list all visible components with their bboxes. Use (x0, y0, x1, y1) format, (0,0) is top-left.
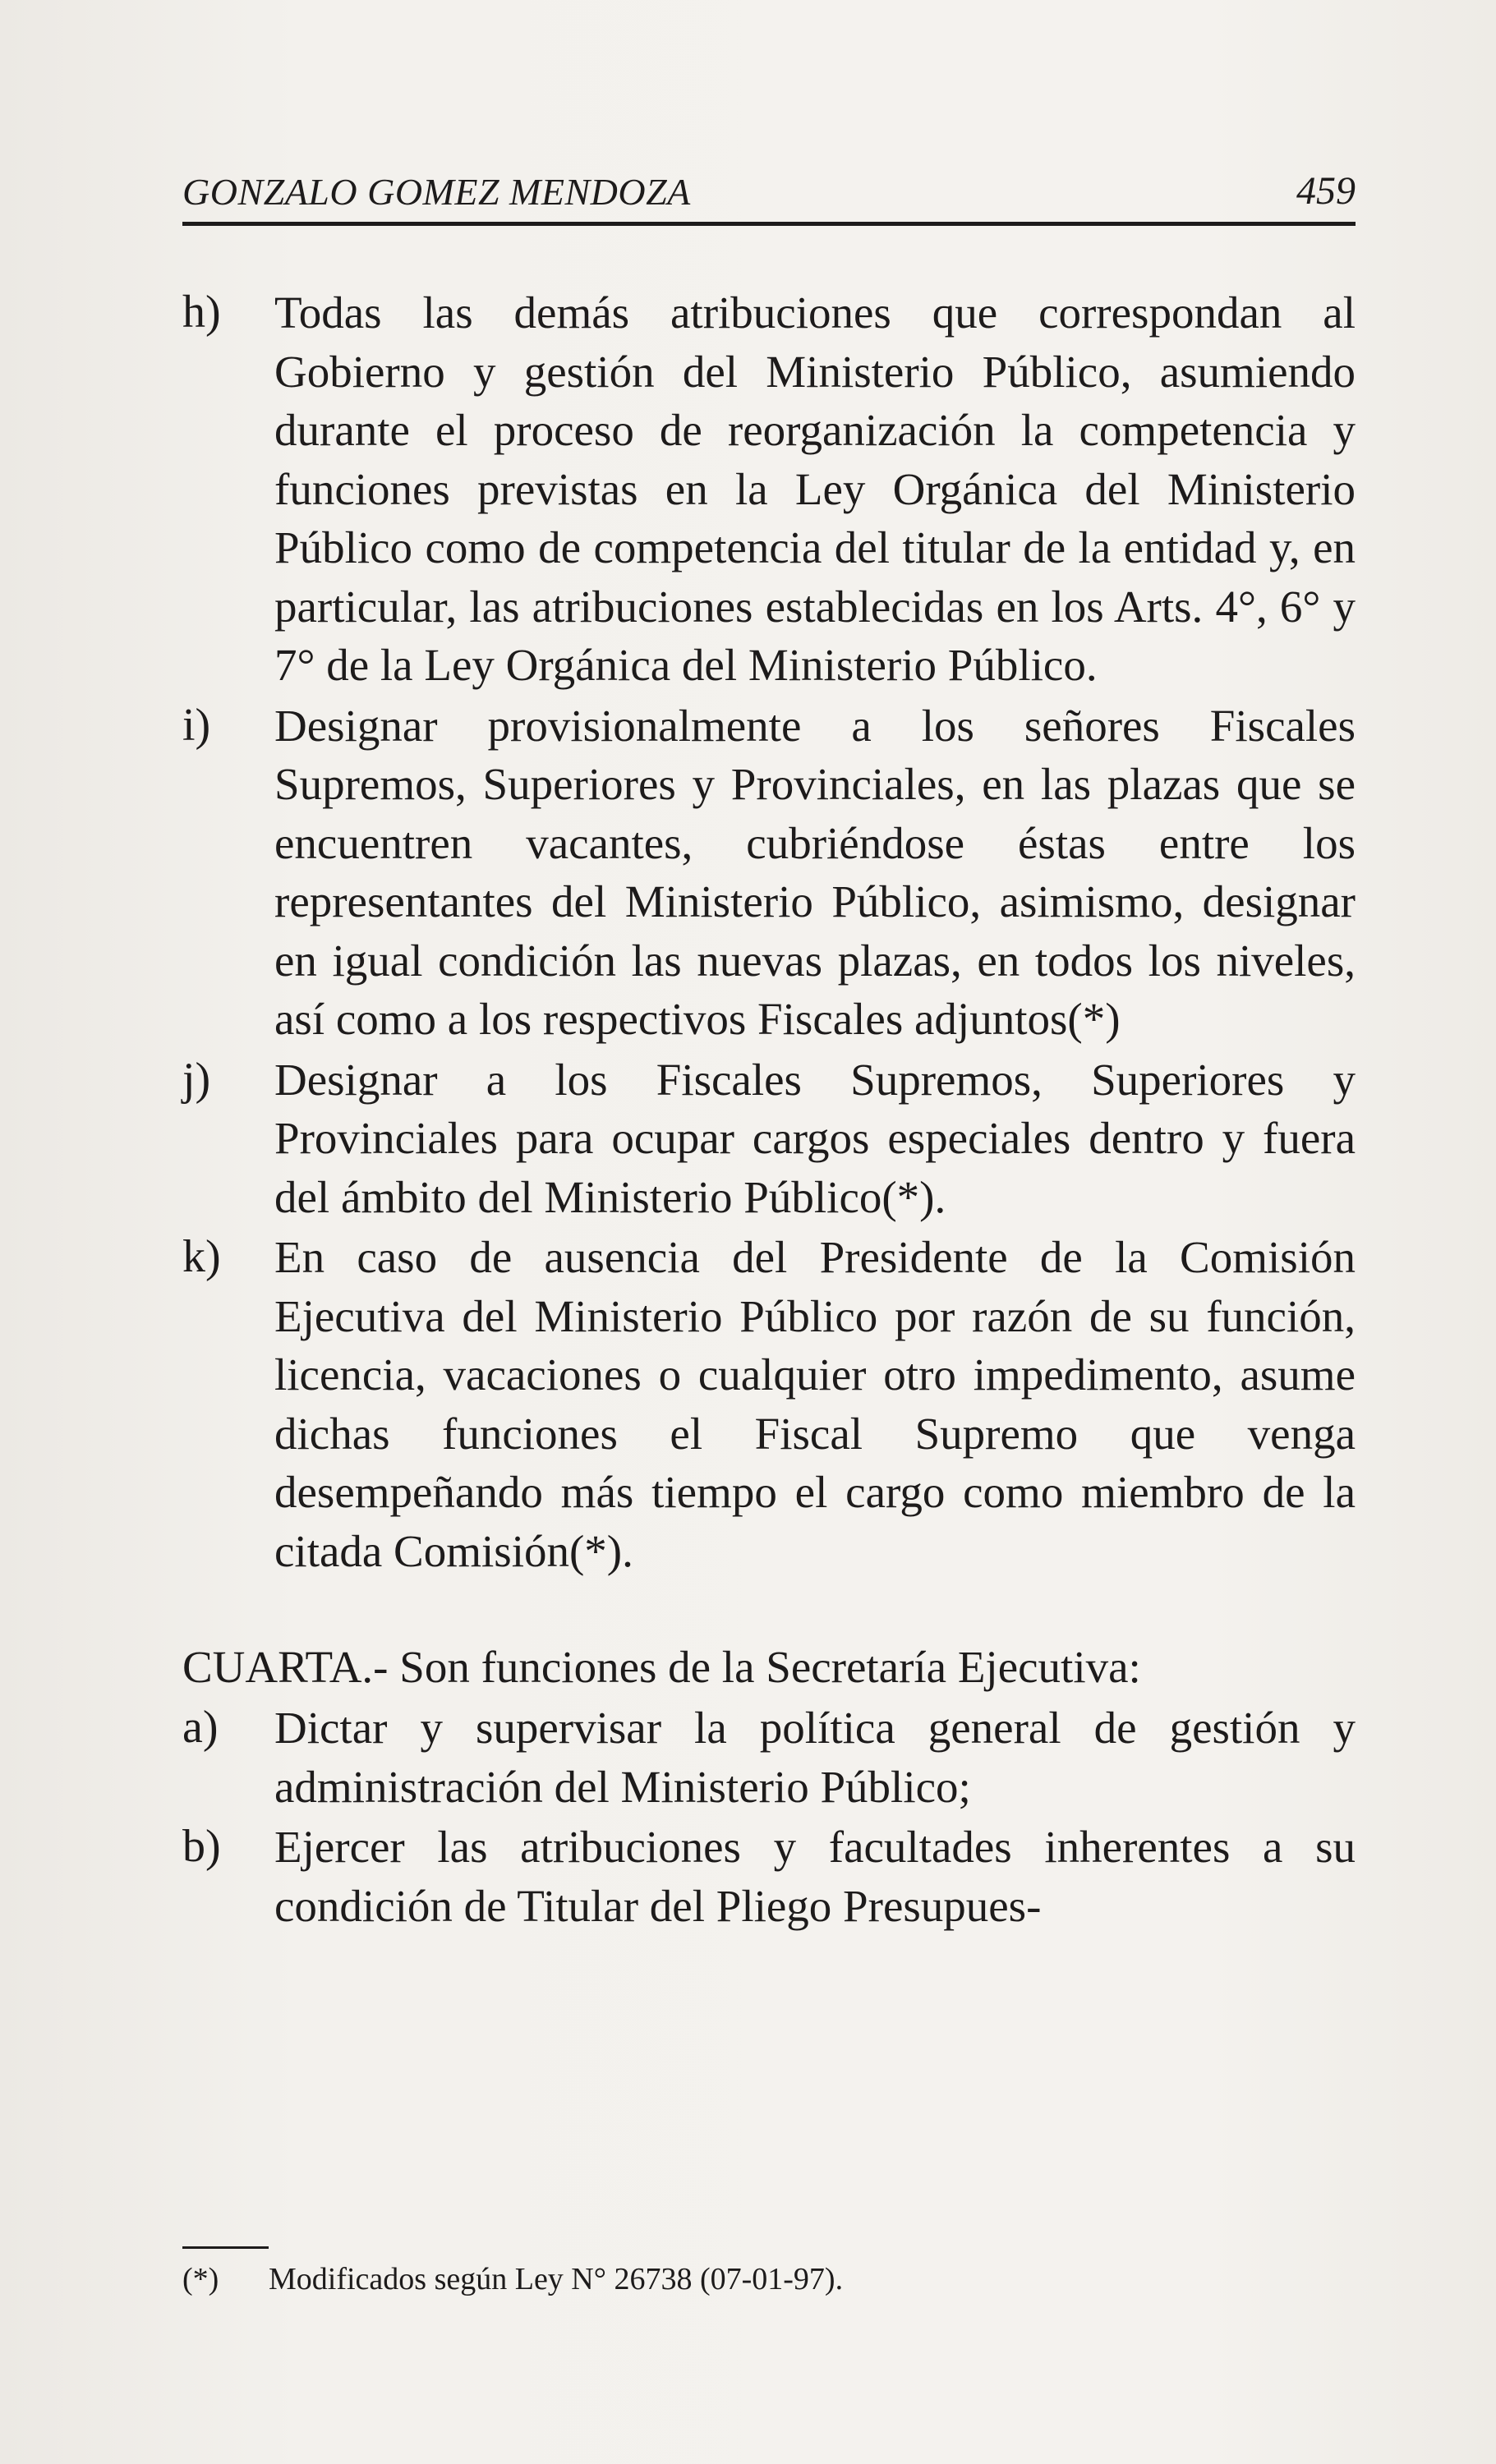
footnote-divider (182, 2246, 269, 2249)
list-item-marker: i) (182, 699, 211, 751)
footnote (182, 2255, 843, 2304)
list-item-marker: a) (182, 1702, 219, 1753)
list-item-text: Ejercer las atribuciones y facultades inherentes a su condición de Titular del Pliego Presupues- (274, 1822, 1356, 1931)
list-item-k (182, 1228, 1356, 1580)
body-text (182, 283, 1356, 1937)
section-heading-cuarta: CUARTA.- Son funciones de la Secretaría Ejecutiva: (182, 1642, 1141, 1692)
list-item-a (182, 1699, 1356, 1816)
list-item-marker: b) (182, 1821, 221, 1872)
list-item-b (182, 1818, 1356, 1935)
list-item-i (182, 696, 1356, 1049)
list-item-h (182, 283, 1356, 695)
list-item-marker: h) (182, 287, 221, 338)
list-item-text: Dictar y supervisar la política general de gestión y administración del Ministerio Público; (274, 1703, 1356, 1812)
list-item-text: Designar a los Fiscales Supremos, Superiores y Provinciales para ocupar cargos especiales dentro y fuera del ámbito del Ministerio Público(*). (274, 1054, 1356, 1222)
footnote-text: Modificados según Ley N° 26738 (07-01-97). (269, 2262, 844, 2296)
list-item-j (182, 1050, 1356, 1227)
list-item-text: Designar provisionalmente a los señores Fiscales Supremos, Superiores y Provinciales, en las plazas que se encuentren vacantes, cubriéndose éstas entre los representantes del Ministerio Público, asimismo, designar en igual condición las nuevas plazas, en todos los niveles, así como a los respectivos Fiscales adjuntos(*) (274, 700, 1356, 1044)
running-head-author: GONZALO GOMEZ MENDOZA (182, 171, 691, 213)
footnote-mark: (*) (182, 2262, 219, 2296)
list-item-marker: k) (182, 1231, 221, 1282)
page-number: 459 (1296, 169, 1356, 213)
list-item-text: En caso de ausencia del Presidente de la Comisión Ejecutiva del Ministerio Público por razón de su función, licencia, vacaciones o cualquier otro impedimento, asume dichas funciones el Fiscal Supremo que venga desempeñando más tiempo el cargo como miembro de la citada Comisión(*). (274, 1232, 1356, 1576)
list-item-text: Todas las demás atribuciones que correspondan al Gobierno y gestión del Ministerio Público, asumiendo durante el proceso de reorganización la competencia y funciones previstas en la Ley Orgánica del Ministerio Público como de competencia del titular de la entidad y, en particular, las atribuciones establecidas en los Arts. 4°, 6° y 7° de la Ley Orgánica del Ministerio Público. (274, 287, 1356, 690)
list-item-marker: j) (182, 1053, 211, 1105)
running-header (182, 164, 1356, 226)
